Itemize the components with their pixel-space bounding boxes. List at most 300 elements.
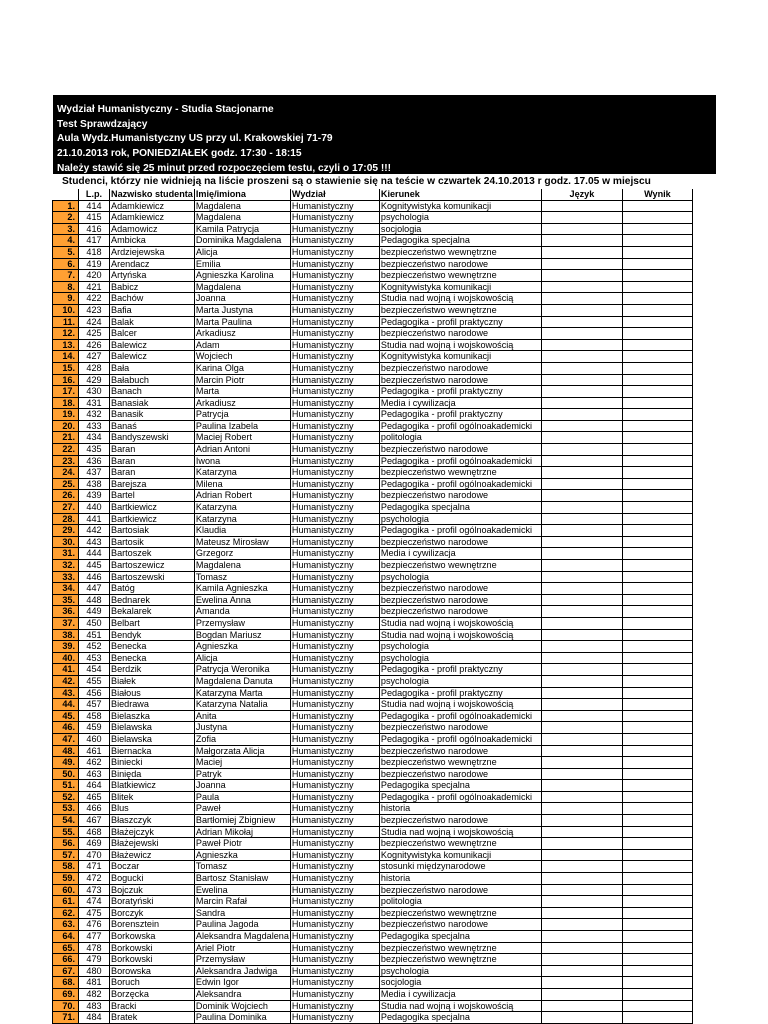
row-ordinal: 57. <box>53 849 79 861</box>
row-lp: 479 <box>79 954 110 966</box>
table-row <box>53 281 693 293</box>
row-ordinal: 27. <box>53 502 79 514</box>
header-language: Język <box>541 189 622 200</box>
table-row <box>53 235 693 247</box>
row-ordinal: 44. <box>53 699 79 711</box>
row-ordinal: 67. <box>53 965 79 977</box>
row-field-of-study: bezpieczeństwo narodowe <box>379 606 541 618</box>
table-row <box>53 397 693 409</box>
row-faculty: Humanistyczny <box>290 873 379 885</box>
row-result <box>622 687 692 699</box>
row-first-names: Przemysław <box>194 617 290 629</box>
row-ordinal: 58. <box>53 861 79 873</box>
row-language <box>541 246 622 258</box>
header-field-of-study: Kierunek <box>379 189 541 200</box>
row-surname: Berdzik <box>110 664 195 676</box>
table-row <box>53 884 693 896</box>
row-faculty: Humanistyczny <box>290 525 379 537</box>
row-result <box>622 849 692 861</box>
row-result <box>622 351 692 363</box>
row-first-names: Paulina Dominika <box>194 1012 290 1024</box>
row-ordinal: 20. <box>53 420 79 432</box>
row-faculty: Humanistyczny <box>290 722 379 734</box>
row-faculty: Humanistyczny <box>290 1012 379 1024</box>
row-faculty: Humanistyczny <box>290 548 379 560</box>
row-result <box>622 757 692 769</box>
row-surname: Balewicz <box>110 339 195 351</box>
row-field-of-study: psychologia <box>379 571 541 583</box>
row-lp: 474 <box>79 896 110 908</box>
row-result <box>622 733 692 745</box>
row-language <box>541 1000 622 1012</box>
row-language <box>541 988 622 1000</box>
row-ordinal: 28. <box>53 513 79 525</box>
row-first-names: Marta <box>194 386 290 398</box>
row-field-of-study: bezpieczeństwo narodowe <box>379 722 541 734</box>
row-field-of-study: politologia <box>379 896 541 908</box>
row-result <box>622 965 692 977</box>
row-result <box>622 374 692 386</box>
row-lp: 471 <box>79 861 110 873</box>
row-field-of-study: bezpieczeństwo wewnętrzne <box>379 560 541 572</box>
row-ordinal: 52. <box>53 791 79 803</box>
row-faculty: Humanistyczny <box>290 223 379 235</box>
row-ordinal: 18. <box>53 397 79 409</box>
row-lp: 414 <box>79 200 110 212</box>
row-field-of-study: Media i cywilizacja <box>379 397 541 409</box>
row-language <box>541 896 622 908</box>
row-language <box>541 942 622 954</box>
row-ordinal: 8. <box>53 281 79 293</box>
row-lp: 434 <box>79 432 110 444</box>
row-lp: 429 <box>79 374 110 386</box>
row-result <box>622 386 692 398</box>
row-result <box>622 467 692 479</box>
row-ordinal: 51. <box>53 780 79 792</box>
row-result <box>622 246 692 258</box>
row-first-names: Tomasz <box>194 861 290 873</box>
row-lp: 424 <box>79 316 110 328</box>
row-result <box>622 954 692 966</box>
row-field-of-study: Pedagogika - profil ogólnoakademicki <box>379 478 541 490</box>
row-lp: 464 <box>79 780 110 792</box>
table-row <box>53 374 693 386</box>
row-language <box>541 397 622 409</box>
row-lp: 448 <box>79 594 110 606</box>
row-surname: Bratek <box>110 1012 195 1024</box>
row-faculty: Humanistyczny <box>290 293 379 305</box>
row-result <box>622 432 692 444</box>
table-row <box>53 200 693 212</box>
row-lp: 466 <box>79 803 110 815</box>
row-faculty: Humanistyczny <box>290 780 379 792</box>
row-first-names: Bartosz Stanisław <box>194 873 290 885</box>
table-row <box>53 212 693 224</box>
row-field-of-study: bezpieczeństwo wewnętrzne <box>379 757 541 769</box>
row-lp: 482 <box>79 988 110 1000</box>
row-surname: Baran <box>110 467 195 479</box>
row-ordinal: 3. <box>53 223 79 235</box>
row-language <box>541 675 622 687</box>
row-faculty: Humanistyczny <box>290 328 379 340</box>
row-surname: Babicz <box>110 281 195 293</box>
row-field-of-study: Pedagogika specjalna <box>379 502 541 514</box>
row-ordinal: 7. <box>53 270 79 282</box>
row-first-names: Zofia <box>194 733 290 745</box>
row-language <box>541 826 622 838</box>
row-field-of-study: Pedagogika - profil praktyczny <box>379 386 541 398</box>
row-lp: 470 <box>79 849 110 861</box>
row-field-of-study: bezpieczeństwo narodowe <box>379 768 541 780</box>
row-result <box>622 536 692 548</box>
row-surname: Błaszczyk <box>110 815 195 827</box>
row-first-names: Paulina Jagoda <box>194 919 290 931</box>
table-row <box>53 583 693 595</box>
row-language <box>541 594 622 606</box>
row-field-of-study: bezpieczeństwo narodowe <box>379 374 541 386</box>
row-field-of-study: bezpieczeństwo narodowe <box>379 884 541 896</box>
row-surname: Batóg <box>110 583 195 595</box>
row-result <box>622 583 692 595</box>
row-first-names: Marcin Piotr <box>194 374 290 386</box>
row-surname: Bachów <box>110 293 195 305</box>
row-field-of-study: Studia nad wojną i wojskowością <box>379 293 541 305</box>
row-surname: Bartel <box>110 490 195 502</box>
row-lp: 454 <box>79 664 110 676</box>
row-faculty: Humanistyczny <box>290 838 379 850</box>
row-language <box>541 467 622 479</box>
row-surname: Bartkiewicz <box>110 502 195 514</box>
table-row <box>53 513 693 525</box>
row-faculty: Humanistyczny <box>290 594 379 606</box>
row-language <box>541 803 622 815</box>
row-lp: 477 <box>79 931 110 943</box>
table-row <box>53 861 693 873</box>
row-surname: Blus <box>110 803 195 815</box>
row-field-of-study: Media i cywilizacja <box>379 548 541 560</box>
row-result <box>622 571 692 583</box>
row-faculty: Humanistyczny <box>290 699 379 711</box>
row-first-names: Anita <box>194 710 290 722</box>
row-surname: Bałabuch <box>110 374 195 386</box>
row-surname: Borzęcka <box>110 988 195 1000</box>
row-ordinal: 45. <box>53 710 79 722</box>
row-faculty: Humanistyczny <box>290 362 379 374</box>
row-first-names: Marcin Rafał <box>194 896 290 908</box>
table-row <box>53 293 693 305</box>
table-row <box>53 780 693 792</box>
row-field-of-study: politologia <box>379 432 541 444</box>
row-language <box>541 420 622 432</box>
row-language <box>541 525 622 537</box>
table-row <box>53 490 693 502</box>
row-ordinal: 33. <box>53 571 79 583</box>
row-field-of-study: Studia nad wojną i wojskowością <box>379 1000 541 1012</box>
row-first-names: Paulina Izabela <box>194 420 290 432</box>
row-faculty: Humanistyczny <box>290 988 379 1000</box>
row-faculty: Humanistyczny <box>290 791 379 803</box>
row-ordinal: 61. <box>53 896 79 908</box>
table-row <box>53 965 693 977</box>
row-result <box>622 560 692 572</box>
row-ordinal: 54. <box>53 815 79 827</box>
row-first-names: Dominik Wojciech <box>194 1000 290 1012</box>
row-result <box>622 444 692 456</box>
row-ordinal: 30. <box>53 536 79 548</box>
exam-info-header <box>53 95 716 174</box>
row-surname: Boratyński <box>110 896 195 908</box>
row-surname: Belbart <box>110 617 195 629</box>
row-ordinal: 6. <box>53 258 79 270</box>
row-lp: 418 <box>79 246 110 258</box>
row-lp: 478 <box>79 942 110 954</box>
row-result <box>622 815 692 827</box>
row-language <box>541 444 622 456</box>
row-surname: Borczyk <box>110 907 195 919</box>
row-ordinal: 16. <box>53 374 79 386</box>
row-result <box>622 907 692 919</box>
row-lp: 445 <box>79 560 110 572</box>
row-ordinal: 19. <box>53 409 79 421</box>
row-surname: Bednarek <box>110 594 195 606</box>
row-lp: 440 <box>79 502 110 514</box>
header-test-title: Test Sprawdzający <box>57 118 148 130</box>
row-result <box>622 397 692 409</box>
row-first-names: Katarzyna <box>194 513 290 525</box>
row-language <box>541 664 622 676</box>
row-lp: 420 <box>79 270 110 282</box>
row-surname: Adamowicz <box>110 223 195 235</box>
row-lp: 472 <box>79 873 110 885</box>
row-language <box>541 722 622 734</box>
row-ordinal: 43. <box>53 687 79 699</box>
table-row <box>53 873 693 885</box>
row-language <box>541 490 622 502</box>
row-surname: Arendacz <box>110 258 195 270</box>
row-result <box>622 884 692 896</box>
row-result <box>622 629 692 641</box>
row-ordinal: 65. <box>53 942 79 954</box>
row-language <box>541 432 622 444</box>
row-field-of-study: Pedagogika - profil praktyczny <box>379 409 541 421</box>
row-result <box>622 861 692 873</box>
row-language <box>541 641 622 653</box>
row-field-of-study: bezpieczeństwo wewnętrzne <box>379 907 541 919</box>
row-lp: 416 <box>79 223 110 235</box>
header-date-time: 21.10.2013 rok, PONIEDZIAŁEK godz. 17:30 - 18:15 <box>57 148 302 160</box>
missing-students-notice: Studenci, którzy nie widnieją na liście proszeni są o stawienie się na teście w czwartek 24.10.2013 r godz. 17.05 w miejscu <box>62 176 651 187</box>
row-result <box>622 328 692 340</box>
row-field-of-study: Kognitywistyka komunikacji <box>379 351 541 363</box>
row-field-of-study: Pedagogika - profil praktyczny <box>379 687 541 699</box>
row-faculty: Humanistyczny <box>290 467 379 479</box>
row-first-names: Adrian Robert <box>194 490 290 502</box>
table-row <box>53 502 693 514</box>
row-first-names: Joanna <box>194 780 290 792</box>
table-row <box>53 803 693 815</box>
row-field-of-study: Studia nad wojną i wojskowością <box>379 826 541 838</box>
row-first-names: Paweł <box>194 803 290 815</box>
row-surname: Białek <box>110 675 195 687</box>
row-field-of-study: Studia nad wojną i wojskowością <box>379 339 541 351</box>
row-language <box>541 977 622 989</box>
row-surname: Ambicka <box>110 235 195 247</box>
row-language <box>541 386 622 398</box>
row-language <box>541 270 622 282</box>
row-language <box>541 768 622 780</box>
table-row <box>53 339 693 351</box>
header-surname: Nazwisko studenta <box>111 189 193 199</box>
row-ordinal: 32. <box>53 560 79 572</box>
row-surname: Błażejewski <box>110 838 195 850</box>
row-result <box>622 745 692 757</box>
table-row <box>53 351 693 363</box>
row-field-of-study: Studia nad wojną i wojskowością <box>379 629 541 641</box>
row-lp: 421 <box>79 281 110 293</box>
row-first-names: Magdalena <box>194 212 290 224</box>
row-field-of-study: Pedagogika - profil ogólnoakademicki <box>379 710 541 722</box>
row-result <box>622 606 692 618</box>
row-lp: 461 <box>79 745 110 757</box>
row-surname: Borkowski <box>110 954 195 966</box>
row-faculty: Humanistyczny <box>290 803 379 815</box>
row-ordinal: 37. <box>53 617 79 629</box>
row-first-names: Adrian Mikołaj <box>194 826 290 838</box>
row-first-names: Agnieszka Karolina <box>194 270 290 282</box>
row-first-names: Katarzyna Natalia <box>194 699 290 711</box>
row-lp: 425 <box>79 328 110 340</box>
row-lp: 446 <box>79 571 110 583</box>
table-row <box>53 617 693 629</box>
row-ordinal: 47. <box>53 733 79 745</box>
row-language <box>541 838 622 850</box>
row-surname: Bartoszewicz <box>110 560 195 572</box>
row-first-names: Alicja <box>194 652 290 664</box>
row-surname: Bracki <box>110 1000 195 1012</box>
table-row <box>53 815 693 827</box>
row-faculty: Humanistyczny <box>290 1000 379 1012</box>
row-language <box>541 629 622 641</box>
row-surname: Białous <box>110 687 195 699</box>
row-language <box>541 409 622 421</box>
row-ordinal: 26. <box>53 490 79 502</box>
row-result <box>622 664 692 676</box>
table-row <box>53 826 693 838</box>
row-field-of-study: bezpieczeństwo narodowe <box>379 919 541 931</box>
row-surname: Blatkiewicz <box>110 780 195 792</box>
row-surname: Bielawska <box>110 733 195 745</box>
row-faculty: Humanistyczny <box>290 409 379 421</box>
row-faculty: Humanistyczny <box>290 687 379 699</box>
table-row <box>53 246 693 258</box>
row-surname: Boczar <box>110 861 195 873</box>
row-lp: 473 <box>79 884 110 896</box>
row-surname: Balewicz <box>110 351 195 363</box>
row-first-names: Joanna <box>194 293 290 305</box>
row-faculty: Humanistyczny <box>290 826 379 838</box>
row-faculty: Humanistyczny <box>290 455 379 467</box>
row-result <box>622 304 692 316</box>
row-faculty: Humanistyczny <box>290 583 379 595</box>
row-first-names: Marta Paulina <box>194 316 290 328</box>
row-first-names: Adrian Antoni <box>194 444 290 456</box>
row-first-names: Ewelina <box>194 884 290 896</box>
table-row <box>53 304 693 316</box>
row-ordinal: 38. <box>53 629 79 641</box>
row-ordinal: 66. <box>53 954 79 966</box>
table-row <box>53 849 693 861</box>
row-field-of-study: Pedagogika specjalna <box>379 235 541 247</box>
row-result <box>622 200 692 212</box>
row-lp: 436 <box>79 455 110 467</box>
table-row <box>53 420 693 432</box>
row-surname: Bartoszek <box>110 548 195 560</box>
row-language <box>541 699 622 711</box>
row-field-of-study: psychologia <box>379 675 541 687</box>
row-lp: 457 <box>79 699 110 711</box>
row-faculty: Humanistyczny <box>290 316 379 328</box>
row-lp: 438 <box>79 478 110 490</box>
row-language <box>541 478 622 490</box>
table-row <box>53 258 693 270</box>
row-lp: 460 <box>79 733 110 745</box>
row-ordinal: 69. <box>53 988 79 1000</box>
row-result <box>622 1012 692 1024</box>
row-result <box>622 652 692 664</box>
table-row <box>53 791 693 803</box>
row-result <box>622 502 692 514</box>
row-first-names: Ewelina Anna <box>194 594 290 606</box>
row-first-names: Aleksandra <box>194 988 290 1000</box>
row-lp: 480 <box>79 965 110 977</box>
row-field-of-study: bezpieczeństwo narodowe <box>379 594 541 606</box>
row-first-names: Tomasz <box>194 571 290 583</box>
row-lp: 469 <box>79 838 110 850</box>
row-result <box>622 931 692 943</box>
row-faculty: Humanistyczny <box>290 490 379 502</box>
row-ordinal: 5. <box>53 246 79 258</box>
row-first-names: Katarzyna Marta <box>194 687 290 699</box>
row-field-of-study: psychologia <box>379 513 541 525</box>
row-faculty: Humanistyczny <box>290 745 379 757</box>
row-result <box>622 803 692 815</box>
row-first-names: Maciej Robert <box>194 432 290 444</box>
row-ordinal: 25. <box>53 478 79 490</box>
table-row <box>53 467 693 479</box>
row-language <box>541 791 622 803</box>
row-ordinal: 36. <box>53 606 79 618</box>
row-field-of-study: bezpieczeństwo wewnętrzne <box>379 942 541 954</box>
row-language <box>541 965 622 977</box>
row-lp: 453 <box>79 652 110 664</box>
row-result <box>622 791 692 803</box>
table-row <box>53 641 693 653</box>
row-ordinal: 12. <box>53 328 79 340</box>
row-surname: Bartoszewski <box>110 571 195 583</box>
row-faculty: Humanistyczny <box>290 931 379 943</box>
table-row <box>53 768 693 780</box>
row-language <box>541 606 622 618</box>
row-result <box>622 235 692 247</box>
row-ordinal: 71. <box>53 1012 79 1024</box>
row-surname: Bartosiak <box>110 525 195 537</box>
row-first-names: Mateusz Mirosław <box>194 536 290 548</box>
row-language <box>541 328 622 340</box>
row-lp: 452 <box>79 641 110 653</box>
row-ordinal: 31. <box>53 548 79 560</box>
table-row <box>53 525 693 537</box>
row-result <box>622 339 692 351</box>
